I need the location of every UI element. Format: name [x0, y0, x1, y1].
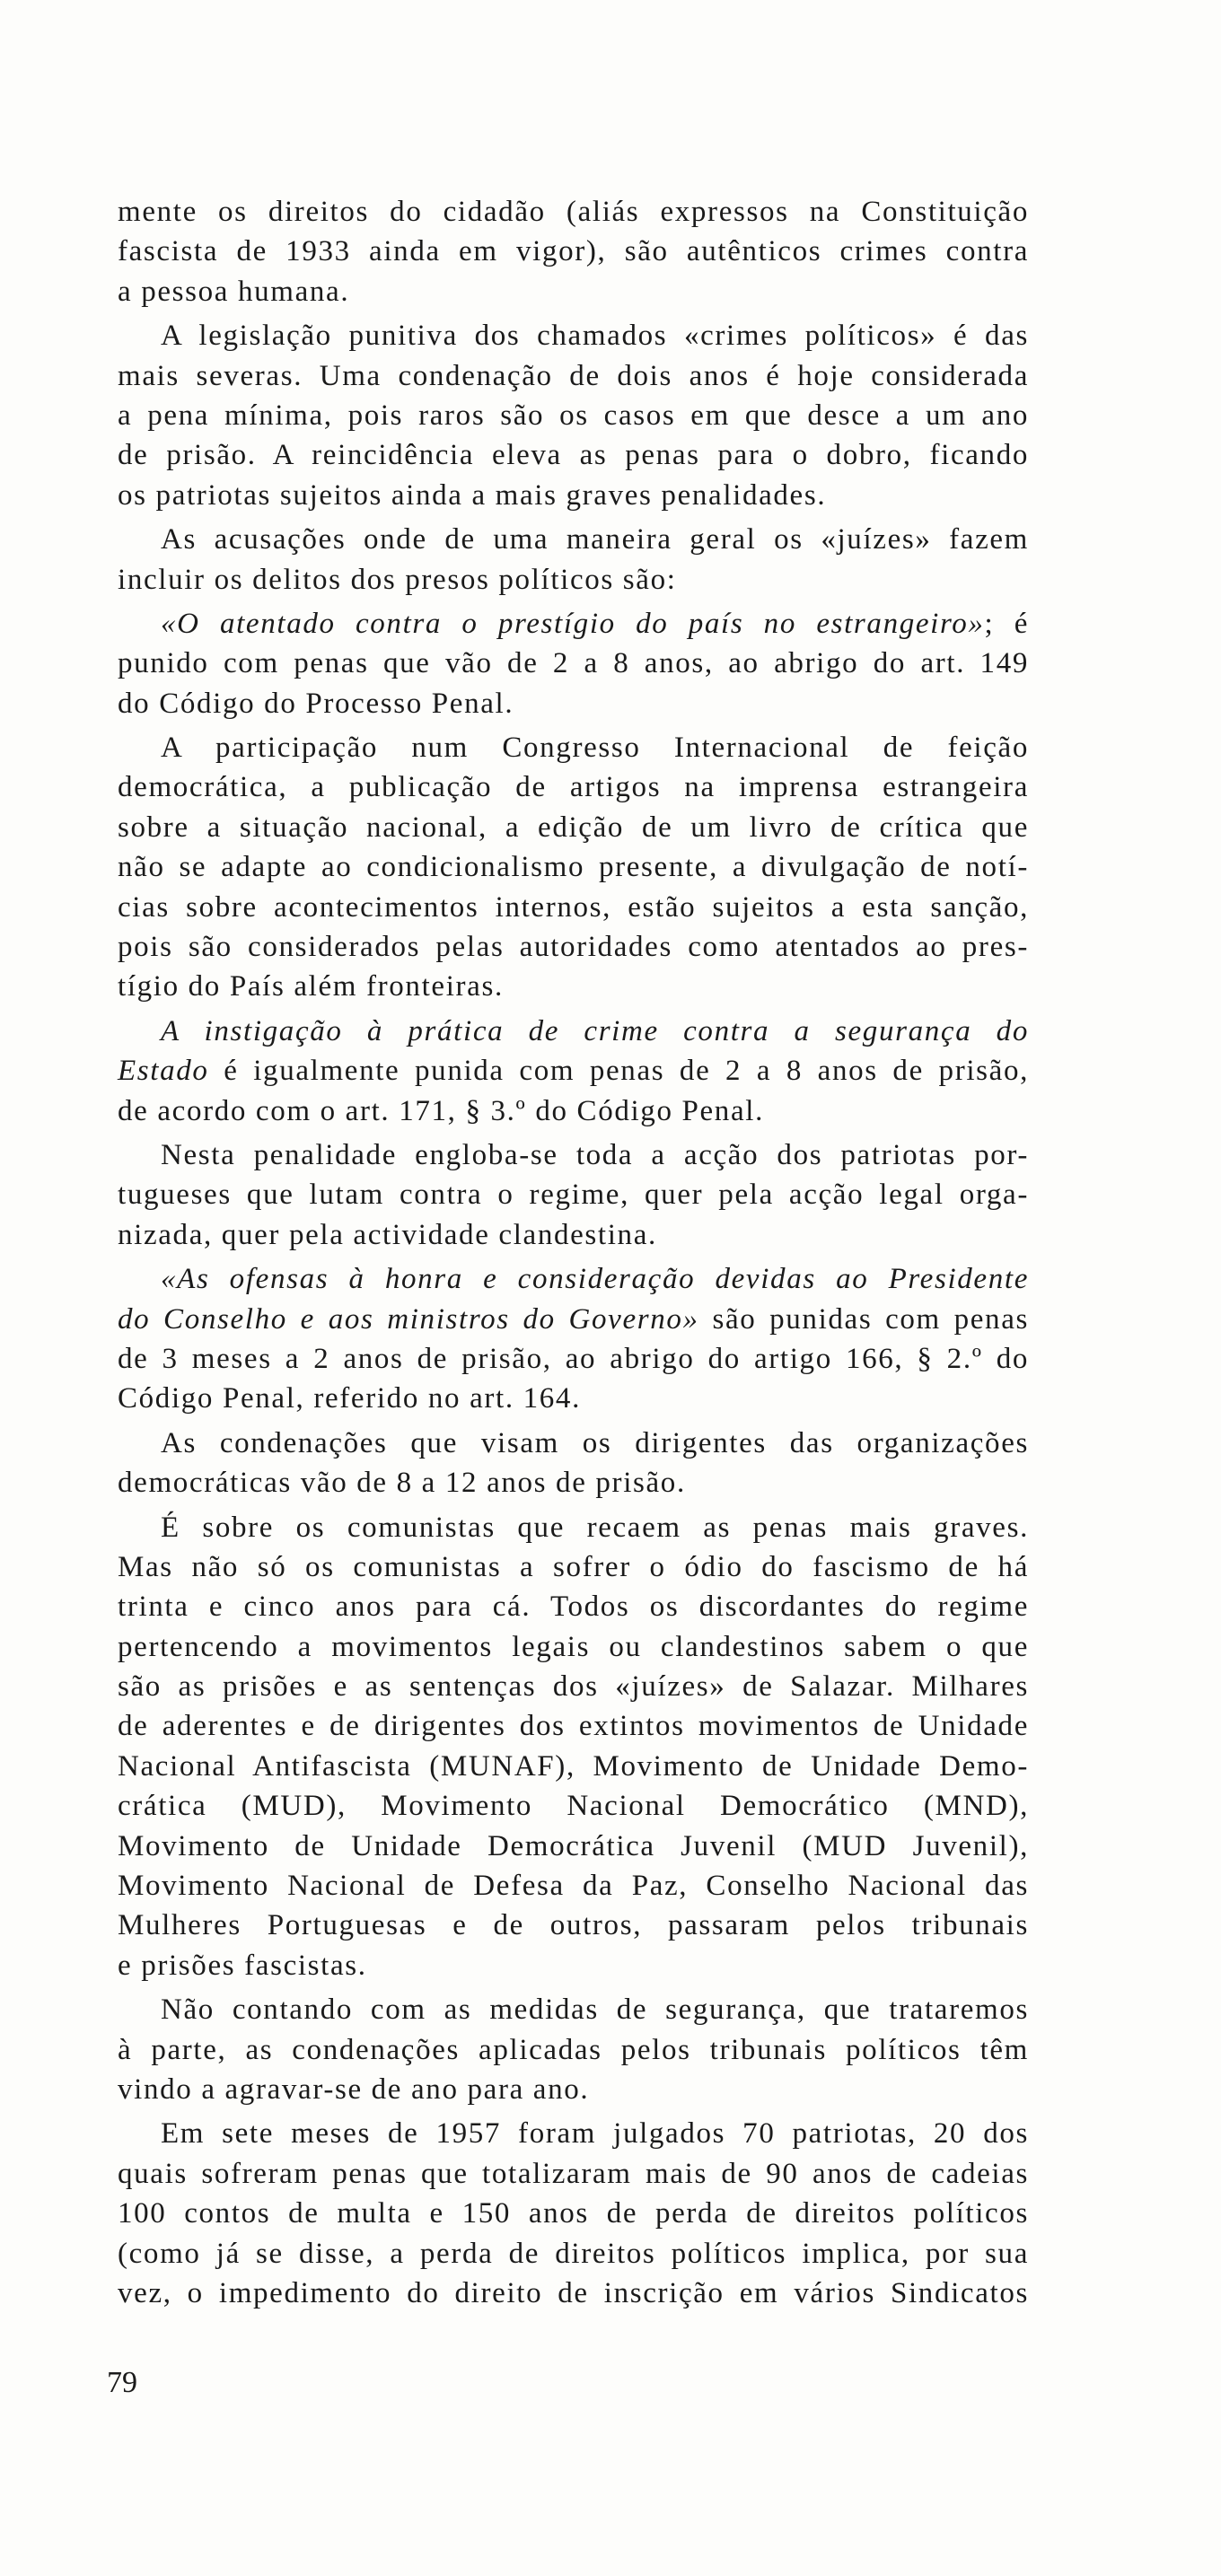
- paragraph: [118, 1012, 1029, 1131]
- text-line: e prisões fascistas.: [118, 1949, 367, 1982]
- text-line: do Código do Processo Penal.: [118, 687, 514, 720]
- text-line: tugueses que lutam contra o regime, quer pela acção legal orga-: [118, 1178, 1029, 1212]
- paragraph: [118, 2114, 1029, 2313]
- text-line: Não contando com as medidas de segurança, que trataremos: [161, 1993, 1029, 2027]
- text-line: Em sete meses de 1957 foram julgados 70 patriotas, 20 dos: [161, 2117, 1029, 2151]
- text-line: Movimento de Unidade Democrática Juvenil (MUD Juvenil),: [118, 1829, 1029, 1862]
- italic-text: Estado: [118, 1055, 209, 1088]
- text-line: os patriotas sujeitos ainda a mais graves penalidades.: [118, 478, 827, 512]
- text-line: vindo a agravar-se de ano para ano.: [118, 2072, 590, 2106]
- text-line: mente os direitos do cidadão (aliás expressos na Constituição: [118, 196, 1029, 228]
- text-line: são as prisões e as sentenças dos «juízes» de Salazar. Milhares: [118, 1670, 1029, 1704]
- italic-text: do Conselho e aos ministros do Governo»: [118, 1302, 699, 1336]
- page-number: 79: [107, 2366, 137, 2399]
- text-line: A instigação à prática de crime contra a segurança do: [161, 1014, 1029, 1047]
- text-line: quais sofreram penas que totalizaram mais de 90 anos de cadeias: [118, 2157, 1029, 2190]
- paragraph: [118, 1135, 1029, 1255]
- paragraph: [118, 1990, 1029, 2109]
- paragraph-continued: [118, 192, 1029, 311]
- text-line: vez, o impedimento do direito de inscrição em vários Sindicatos: [118, 2276, 1029, 2309]
- text-line: As acusações onde de uma maneira geral os «juízes» fazem: [161, 523, 1029, 556]
- text-line: Código Penal, referido no art. 164.: [118, 1382, 581, 1415]
- italic-text: «O atentado contra o prestígio do país no estrangeiro»: [161, 607, 985, 640]
- text-line: pertencendo a movimentos legais ou clandestinos sabem o que: [118, 1630, 1029, 1663]
- text-line: 100 contos de multa e 150 anos de perda de direitos políticos: [118, 2197, 1029, 2230]
- text-line: As condenações que visam os dirigentes das organizações: [161, 1426, 1029, 1459]
- text-line: pois são considerados pelas autoridades como atentados ao pres-: [118, 931, 1029, 964]
- text-line: tígio do País além fronteiras.: [118, 970, 504, 1003]
- text-line: trinta e cinco anos para cá. Todos os discordantes do regime: [118, 1590, 1029, 1624]
- text-line: A legislação punitiva dos chamados «crimes políticos» é das: [161, 320, 1029, 353]
- text-line: É sobre os comunistas que recaem as penas mais graves.: [161, 1511, 1029, 1544]
- text-line: [118, 604, 1029, 644]
- paragraph: [118, 604, 1029, 723]
- text-line: [118, 1051, 1029, 1091]
- text-line: Movimento Nacional de Defesa da Paz, Conselho Nacional das: [118, 1870, 1029, 1903]
- text-line: de prisão. A reincidência eleva as penas para o dobro, ficando: [118, 439, 1029, 472]
- paragraph: [118, 520, 1029, 600]
- text-segment: é igualmente punida com penas de 2 a 8 anos de prisão,: [208, 1055, 1029, 1088]
- text-line: de 3 meses a 2 anos de prisão, ao abrigo do artigo 166, § 2.º do: [118, 1342, 1029, 1375]
- paragraph: [118, 1508, 1029, 1986]
- paragraph: [118, 1259, 1029, 1419]
- text-line: à parte, as condenações aplicadas pelos tribunais políticos têm: [118, 2033, 1029, 2066]
- text-segment: são punidas com penas: [698, 1302, 1029, 1336]
- paragraph: [118, 316, 1029, 515]
- text-line: Mulheres Portuguesas e de outros, passaram pelos tribunais: [118, 1909, 1029, 1942]
- text-line: (como já se disse, a perda de direitos políticos implica, por sua: [118, 2237, 1029, 2270]
- text-line: democráticas vão de 8 a 12 anos de prisão.: [118, 1467, 686, 1500]
- text-line: crática (MUD), Movimento Nacional Democrático (MND),: [118, 1790, 1029, 1823]
- text-line: Nacional Antifascista (MUNAF), Movimento de Unidade Demo-: [118, 1749, 1029, 1783]
- text-line: mais severas. Uma condenação de dois anos é hoje considerada: [118, 359, 1029, 392]
- text-segment: ; é: [984, 607, 1029, 640]
- paragraph: [118, 728, 1029, 1007]
- text-line: a pessoa humana.: [118, 275, 350, 308]
- text-line: democrática, a publicação de artigos na imprensa estrangeira: [118, 771, 1029, 804]
- text-line: [118, 1300, 1029, 1339]
- paragraph: [118, 1424, 1029, 1503]
- text-line: incluir os delitos dos presos políticos são:: [118, 563, 677, 596]
- body-text: [118, 192, 1029, 2313]
- text-line: sobre a situação nacional, a edição de um livro de crítica que: [118, 810, 1029, 844]
- text-line: de acordo com o art. 171, § 3.º do Código Penal.: [118, 1094, 764, 1127]
- text-line: A participação num Congresso Internacional de feição: [161, 732, 1029, 765]
- text-line: fascista de 1933 ainda em vigor), são autênticos crimes contra: [118, 235, 1029, 268]
- text-line: «As ofensas à honra e consideração devidas ao Presidente: [161, 1263, 1029, 1296]
- text-line: a pena mínima, pois raros são os casos em que desce a um ano: [118, 399, 1029, 432]
- text-line: nizada, quer pela actividade clandestina.: [118, 1218, 657, 1251]
- text-line: não se adapte ao condicionalismo presente, a divulgação de notí-: [118, 851, 1029, 884]
- text-line: punido com penas que vão de 2 a 8 anos, ao abrigo do art. 149: [118, 647, 1029, 680]
- text-line: cias sobre acontecimentos internos, estão sujeitos a esta sanção,: [118, 890, 1029, 924]
- text-line: Mas não só os comunistas a sofrer o ódio do fascismo de há: [118, 1550, 1029, 1583]
- text-line: Nesta penalidade engloba-se toda a acção dos patriotas por-: [161, 1138, 1029, 1171]
- text-line: de aderentes e de dirigentes dos extintos movimentos de Unidade: [118, 1710, 1029, 1743]
